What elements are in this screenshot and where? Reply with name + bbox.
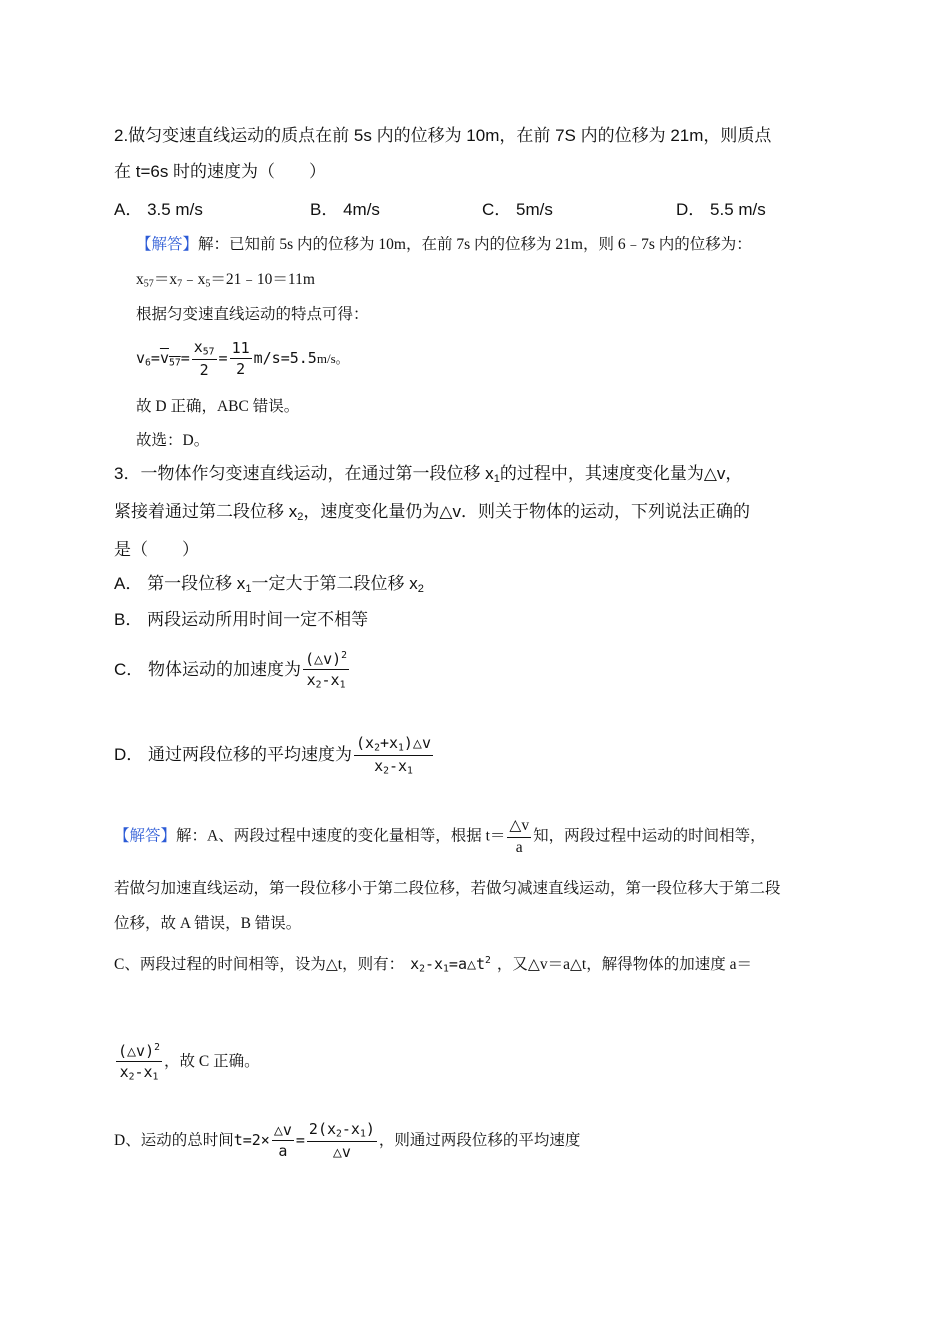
q3-option-a: A． 第一段位移 $x_1$一定大于第二段位移 $x_2$: [114, 574, 424, 595]
q2-stem-line2: 在 t=6s 时的速度为（ ）: [114, 162, 327, 181]
q3-answer-p4: C、两段过程的时间相等，设为△t，则有： $x_2-x_1=a\triangle t^2$ ，又△v＝a△t，解得物体的加速度 a＝: [114, 955, 752, 975]
q2-option-c: C． 5m/s: [482, 200, 553, 219]
fraction: $\frac{\triangle v}{a}$: [509, 817, 530, 856]
q3-answer-p5: $\frac{(\triangle v)^2}{x_2-x_1}$ ，故 C 正确。: [118, 1042, 260, 1083]
q3-answer-p2: 若做匀加速直线运动，第一段位移小于第二段位移，若做匀减速直线运动，第一段位移大于第二段: [114, 880, 781, 897]
q2-answer-property: 根据匀变速直线运动的特点可得：: [136, 306, 369, 323]
fraction: $\frac{x_{57}}{2}$: [193, 338, 215, 380]
fraction: $\frac{2(x_2-x_1)}{\triangle v}$: [308, 1120, 375, 1162]
q3-option-d: D． 通过两段位移的平均速度为 $\frac{(x_2+x_1)\triangle v}{x_2-x_1}$: [114, 734, 431, 777]
fraction: $\frac{(x_2+x_1)\triangle v}{x_2-x_1}$: [356, 734, 431, 777]
q2-option-d: D． 5.5 m/s: [676, 200, 766, 219]
answer-tag: 【解答】: [136, 236, 199, 253]
q2-answer-eq1: $x_{57}=x_7﹣x_5=21﹣10=11m$: [136, 271, 315, 290]
q2-option-a: A． 3.5 m/s: [114, 200, 203, 219]
answer-tag: 【解答】: [114, 827, 177, 845]
q3-answer-p3: 位移，故 A 错误，B 错误。: [114, 915, 302, 932]
fraction: $\frac{(\triangle v)^2}{x_2-x_1}$: [118, 1042, 160, 1083]
q2-answer-intro: 【解答】解：已知前 5s 内的位移为 10m，在前 7s 内的位移为 21m，则 6﹣7s 内的位移为：: [136, 236, 752, 253]
fraction: $\frac{(\triangle v)^2}{x_2-x_1}$: [305, 650, 348, 691]
q3-answer-p6: D、运动的总时间t=2× $\frac{\triangle v}{a}$ = $\frac{2(x_2-x_1)}{\triangle v}$ ，则通过两段位移的平均速度: [114, 1120, 581, 1162]
q2-answer-eq2: $v_6=v_{57}=$ $\frac{x_{57}}{2}$ = $\frac{11}{2}$ m/s=5.5m/s。: [136, 338, 349, 380]
q2-stem-line1: 2.做匀变速直线运动的质点在前 5s 内的位移为 10m，在前 7S 内的位移为 21m，则质点: [114, 126, 772, 145]
q3-option-b: B． 两段运动所用时间一定不相等: [114, 610, 369, 629]
q3-stem-line2: 紧接着通过第二段位移 $x_2$，速度变化量仍为△v．则关于物体的运动，下列说法正确的: [114, 502, 750, 523]
fraction: $\frac{11}{2}$: [231, 339, 250, 379]
q2-option-b: B． 4m/s: [310, 200, 380, 219]
q3-stem-line3: 是（ ）: [114, 540, 199, 559]
q3-stem-line1: 3．一物体作匀变速直线运动，在通过第一段位移 $x_1$的过程中，其速度变化量为△v，: [114, 464, 743, 485]
q3-answer-p1: 【解答】解：A、两段过程中速度的变化量相等，根据 t＝ $\frac{\triangle v}{a}$ 知，两段过程中运动的时间相等，: [114, 817, 766, 856]
fraction: $\frac{\triangle v}{a}$: [273, 1121, 292, 1161]
q2-answer-choice: 故选：D。: [136, 432, 210, 449]
q3-option-c: C． 物体运动的加速度为 $\frac{(\triangle v)^2}{x_2-x_1}$: [114, 650, 348, 691]
q2-answer-conclusion: 故 D 正确，ABC 错误。: [136, 398, 300, 415]
